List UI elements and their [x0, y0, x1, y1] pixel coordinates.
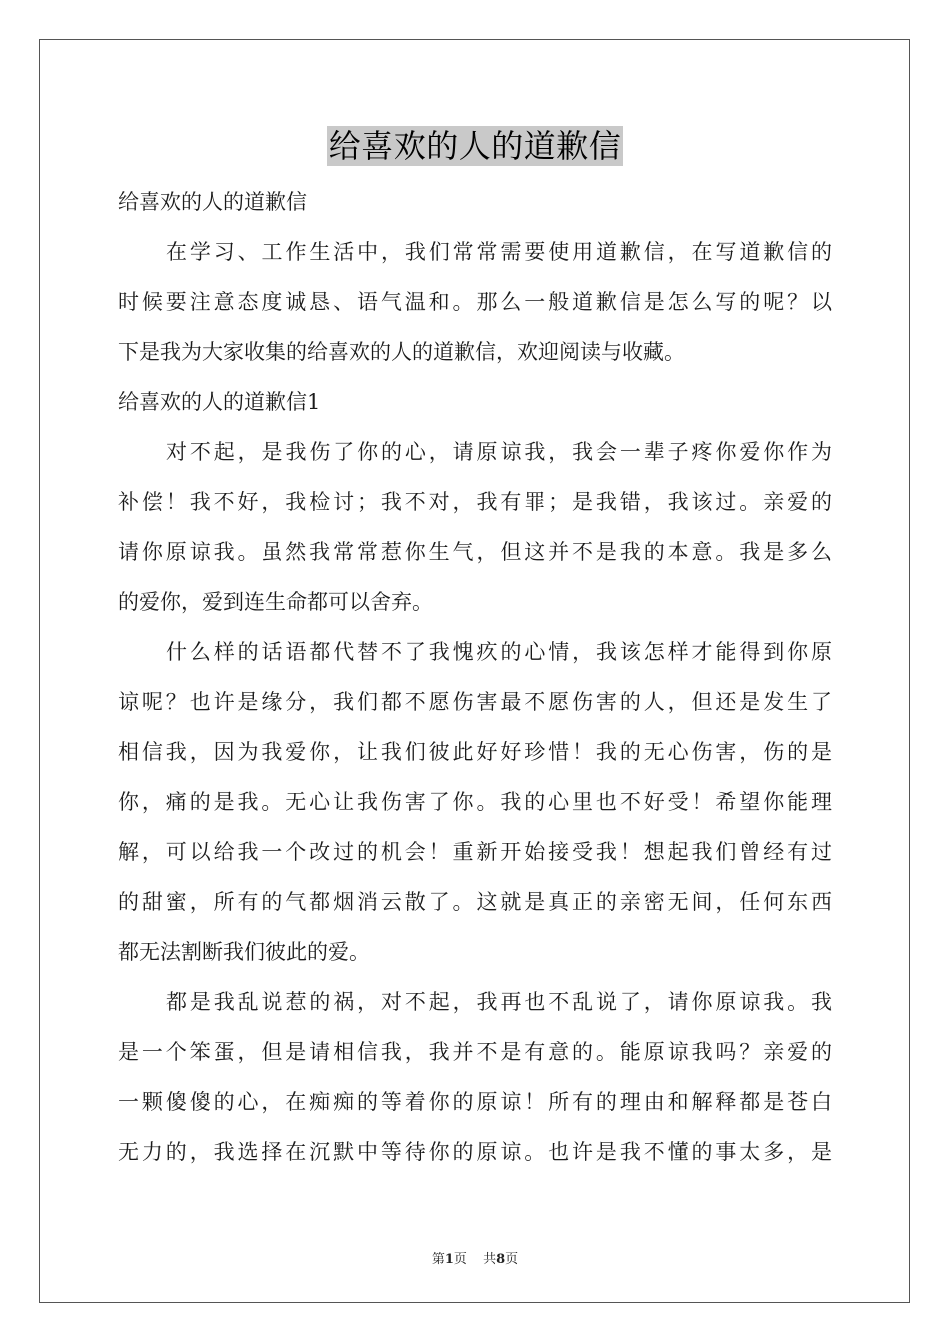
text-line: 下是我为大家收集的给喜欢的人的道歉信，欢迎阅读与收藏。	[118, 340, 685, 364]
text-line: 的甜蜜，所有的气都烟消云散了。这就是真正的亲密无间，任何东西	[118, 890, 832, 914]
text-line: 无力的，我选择在沉默中等待你的原谅。也许是我不懂的事太多，是	[118, 1140, 832, 1164]
text-line: 是一个笨蛋，但是请相信我，我并不是有意的。能原谅我吗？亲爱的	[118, 1040, 832, 1064]
text-line: 都无法割断我们彼此的爱。	[118, 940, 370, 964]
text-line: 补偿！我不好，我检讨；我不对，我有罪；是我错，我该过。亲爱的	[118, 490, 832, 514]
text-line: 对不起，是我伤了你的心，请原谅我，我会一辈子疼你爱你作为	[166, 440, 832, 464]
text-line: 谅呢？也许是缘分，我们都不愿伤害最不愿伤害的人，但还是发生了	[118, 690, 832, 714]
document-body	[118, 177, 832, 1177]
text-line: 请你原谅我。虽然我常常惹你生气，但这并不是我的本意。我是多么	[118, 540, 832, 564]
text-line: 一颗傻傻的心，在痴痴的等着你的原谅！所有的理由和解释都是苍白	[118, 1090, 832, 1114]
page-total: 共8页	[483, 1252, 519, 1267]
text-line: 都是我乱说惹的祸，对不起，我再也不乱说了，请你原谅我。我	[166, 990, 832, 1014]
section-heading: 给喜欢的人的道歉信1	[118, 390, 321, 414]
text-line: 你，痛的是我。无心让我伤害了你。我的心里也不好受！希望你能理	[118, 790, 832, 814]
text-line: 什么样的话语都代替不了我愧疚的心情，我该怎样才能得到你原	[166, 640, 832, 664]
document-title: 给喜欢的人的道歉信	[328, 127, 622, 165]
text-line: 相信我，因为我爱你，让我们彼此好好珍惜！我的无心伤害，伤的是	[118, 740, 832, 764]
page-number: 第1页	[431, 1252, 467, 1267]
title-container	[0, 126, 950, 166]
page-footer	[0, 1248, 950, 1267]
text-line: 时候要注意态度诚恳、语气温和。那么一般道歉信是怎么写的呢？以	[118, 290, 832, 314]
text-line: 解，可以给我一个改过的机会！重新开始接受我！想起我们曾经有过	[118, 840, 832, 864]
text-line: 在学习、工作生活中，我们常常需要使用道歉信，在写道歉信的	[166, 240, 832, 264]
section-heading: 给喜欢的人的道歉信	[118, 190, 307, 214]
text-line: 的爱你，爱到连生命都可以舍弃。	[118, 590, 433, 614]
